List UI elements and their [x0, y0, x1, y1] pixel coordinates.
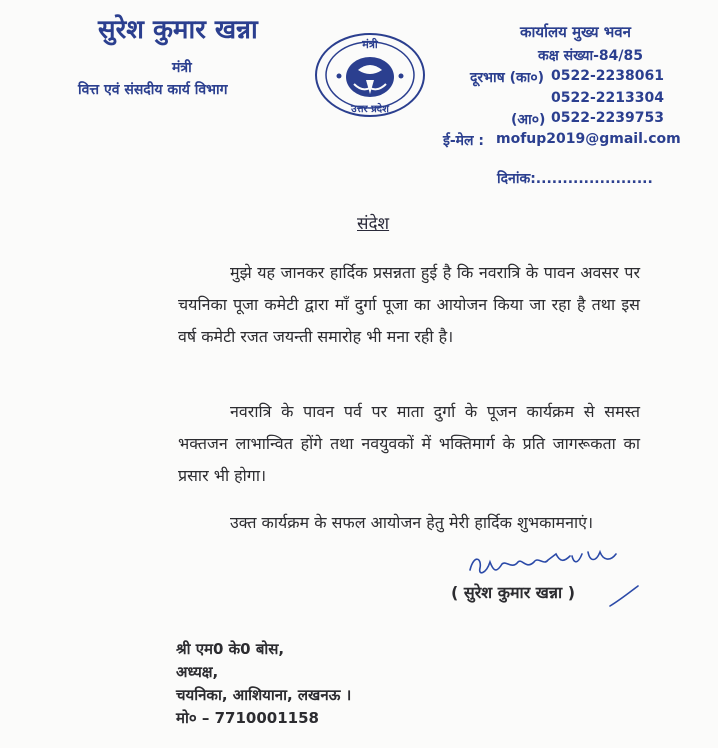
recipient-title: अध्यक्ष,: [176, 663, 219, 681]
emblem-top-text: मंत्री: [362, 38, 378, 51]
phone-office-1: 0522-2238061: [551, 68, 664, 84]
signatory-name: ( सुरेश कुमार खन्ना ): [451, 583, 576, 602]
emblem-bottom-text: उत्तर प्रदेश: [351, 104, 389, 115]
phone-home: 0522-2239753: [551, 110, 664, 126]
phone-office-label: दूरभाष (का०): [470, 70, 545, 86]
date-field: दिनांक:......................: [497, 171, 653, 187]
up-emblem-icon: [314, 32, 426, 118]
recipient-mobile: मो० – 7710001158: [176, 709, 319, 727]
body-paragraph-3: उक्त कार्यक्रम के सफल आयोजन हेतु मेरी हार्दिक शुभकामनाएं।: [230, 513, 594, 532]
office-address: कार्यालय मुख्य भवन: [520, 23, 631, 41]
phone-office-2: 0522-2213304: [551, 90, 664, 106]
phone-home-label: (आ०): [511, 112, 546, 128]
body-paragraph-2: नवरात्रि के पावन पर्व पर माता दुर्गा के पूजन कार्यक्रम से समस्त भक्तजन लाभान्वित होंगे तथा नवयुवकों में भक्तिमार्ग के प्रति जागरूकता का प्रसार भी होगा।: [178, 402, 640, 485]
email-label: ई-मेल :: [443, 133, 485, 149]
email-address[interactable]: mofup2019@gmail.com: [496, 131, 681, 147]
room-number: कक्ष संख्या-84/85: [538, 48, 643, 64]
minister-role: मंत्री: [172, 60, 192, 76]
body-paragraph-1: मुझे यह जानकर हार्दिक प्रसन्नता हुई है कि नवरात्रि के पावन अवसर पर चयनिका पूजा कमेटी द्वारा माँ दुर्गा पूजा का आयोजन किया जा रहा है तथा इस वर्ष कमेटी रजत जयन्ती समारोह भी मना रही है।: [178, 263, 640, 346]
recipient-name: श्री एम0 के0 बोस,: [176, 640, 285, 658]
letter-subject: संदेश: [357, 214, 390, 234]
department: वित्त एवं संसदीय कार्य विभाग: [78, 82, 228, 98]
minister-name: सुरेश कुमार खन्ना: [98, 15, 258, 45]
recipient-address: चयनिका, आशियाना, लखनऊ ।: [176, 686, 352, 704]
